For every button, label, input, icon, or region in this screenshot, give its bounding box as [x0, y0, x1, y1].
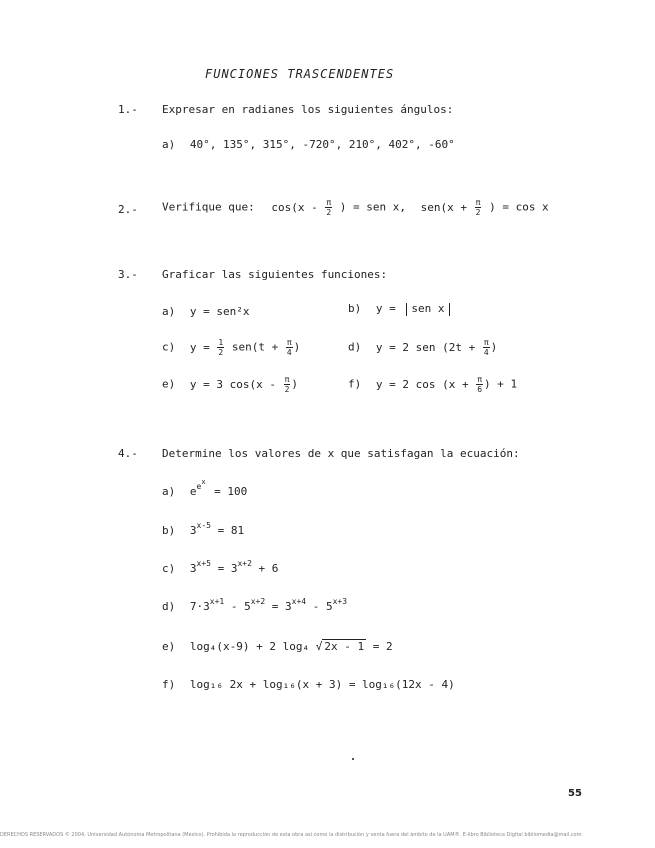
item-text: 40°, 135°, 315°, -720°, 210°, 402°, -60° [189, 138, 455, 151]
problem-1-statement: Expresar en radianes los siguientes ángulos: [162, 103, 454, 116]
problem-3-number: 3.- [118, 268, 138, 281]
problem-4b: b) 3$^{x-5}$ = 81 [162, 521, 245, 537]
problem-3e: e) y = 3 cos(x - $\frac{\pi}{2}$ ) [162, 375, 299, 394]
problem-3-statement: Graficar las siguientes funciones: [162, 268, 388, 281]
eq2-right: ) = cos x [489, 200, 549, 214]
eq1-right: ) = sen x, [339, 200, 407, 214]
item-label: a) [162, 138, 176, 151]
problem-4d: d) $7\cdot 3^{x+1} - 5^{x+2} = 3^{x+4} - 5^{x+3}$ [162, 597, 348, 613]
problem-4-statement: Determine los valores de x que satisfagan la ecuación: [162, 447, 520, 460]
eq2-left: sen(x + [420, 200, 467, 214]
sqrt-radicand: 2x - 1 [324, 640, 365, 653]
problem-4f: f) log₁₆ 2x + log₁₆(x + 3) = log₁₆(12x - 4) [162, 678, 455, 691]
problem-3c: c) y = $\frac{1}{2}$ sen(t + $\frac{\pi}{4}$ ) [162, 338, 301, 357]
page-title: FUNCIONES TRASCENDENTES [205, 67, 395, 81]
abs-bar-left [406, 303, 407, 316]
page-number: 55 [568, 788, 582, 799]
scan-dot [352, 758, 354, 760]
eq1-fraction: $\frac{\pi}{2}$ [326, 198, 332, 217]
abs-bar-right [449, 303, 450, 316]
problem-1-number: 1.- [118, 103, 138, 116]
problem-3d: d) y = 2 sen (2t + $\frac{\pi}{4}$ ) [348, 338, 498, 357]
problem-4e: e) log₄(x-9) + 2 log₄ √ 2x - 1 = 2 [162, 640, 393, 653]
problem-3f: f) y = 2 cos (x + $\frac{\pi}{6}$ ) + 1 [348, 375, 518, 394]
problem-3b: b) y = sen x [348, 302, 454, 316]
copyright-footer: DERECHOS RESERVADOS © 2004, Universidad Autónoma Metropolitana (México). Prohibida la reproducción de esta obra así como la distribución y venta fuera del ámbito de la UAM®. E-libro Biblioteca Digital bibliomedia@mail.com [0, 832, 582, 838]
problem-2-statement-line [162, 198, 549, 217]
problem-4-number: 4.- [118, 447, 138, 460]
problem-2-statement: Verifique que: [162, 200, 255, 214]
problem-1a [162, 138, 455, 151]
eq1-left: cos(x - [271, 200, 318, 214]
problem-2-number: 2.- [118, 203, 138, 216]
problem-4c: c) $3^{x+5} = 3^{x+2} + 6$ [162, 559, 279, 575]
eq2-fraction: $\frac{\pi}{2}$ [475, 198, 481, 217]
problem-4a: a) $e^{ex} = 100$ [162, 478, 248, 498]
problem-3a: a) y = sen²x [162, 305, 250, 318]
